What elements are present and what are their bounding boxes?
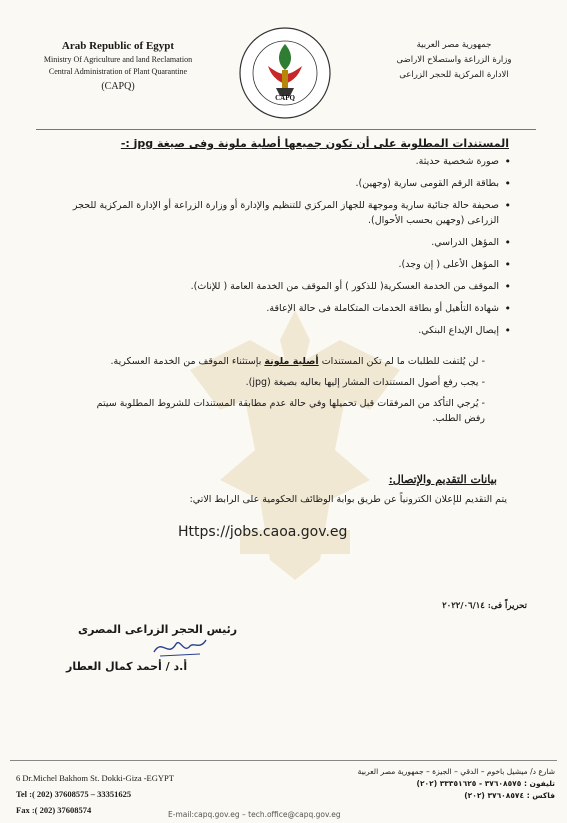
fax-en: Fax :( 202) 37608574 xyxy=(16,805,92,815)
apply-contact-heading: بيانات التقديم والإتصال: xyxy=(388,473,497,486)
list-item: • المؤهل الأعلى ( إن وجد). xyxy=(71,257,511,272)
list-item: • المؤهل الدراسي. xyxy=(71,235,511,250)
country-name-en: Arab Republic of Egypt xyxy=(61,40,175,52)
country-name-ar: جمهورية مصر العربية xyxy=(416,40,492,50)
note-text: بإستثناء الموقف من الخدمة العسكرية. xyxy=(110,356,265,367)
note-original-colored xyxy=(85,354,485,369)
address-en: 6 Dr.Michel Bakhom St. Dokki-Giza -EGYPT xyxy=(16,773,174,783)
list-item: • بطاقة الرقم القومى سارية (وجهين). xyxy=(71,176,511,191)
application-link[interactable]: Https://jobs.caoa.gov.eg xyxy=(178,524,348,540)
note-text: - يجب رفع أصول المستندات المشار إليها بعاليه بصيغة (jpg). xyxy=(245,377,485,388)
logo-acronym: CAPQ xyxy=(275,94,295,102)
requirements-heading: المستندات المطلوبة على أن تكون جميعها أصلية ملونة وفى صيغة jpg :- xyxy=(120,137,509,150)
ministry-name-ar: وزارة الزراعة واستصلاح الاراضى xyxy=(396,55,512,65)
footer-email[interactable]: E-mail:capq.gov.eg – tech.office@capq.gov.eg xyxy=(168,810,341,819)
note-text: - يُرجي التأكد من المرفقات قبل تحميلها وفي حالة عدم مطابقة المستندات للشروط المطلوبة سيتم رفض الطلب. xyxy=(96,398,485,424)
requirements-list xyxy=(71,154,511,345)
signatory-title: رئيس الحجر الزراعى المصرى xyxy=(78,623,238,636)
issue-date: تحريراً فى: ٢٠٢٢/٠٦/١٤ xyxy=(442,601,527,611)
list-item: • الموقف من الخدمة العسكرية( للذكور ) أو الموقف من الخدمة العامة ( للإناث). xyxy=(71,279,511,294)
notes-section xyxy=(85,354,485,432)
acronym-en: (CAPQ) xyxy=(101,81,135,92)
footer-divider xyxy=(10,760,557,761)
footer-english xyxy=(16,770,174,818)
telephone-en: Tel :( 202) 37608575 – 33351625 xyxy=(16,789,132,799)
header-english xyxy=(18,40,218,92)
footer-arabic xyxy=(358,766,555,802)
header-arabic xyxy=(359,40,549,85)
note-emphasis: أصلية ملونة xyxy=(264,356,319,367)
note-jpg-format xyxy=(85,375,485,390)
address-ar: شارع د/ ميشيل باخوم – الدقي – الجيزة – جمهورية مصر العربية xyxy=(357,767,555,776)
list-item: • شهادة التأهيل أو بطاقة الخدمات المتكاملة فى حالة الإعاقة. xyxy=(71,301,511,316)
list-item: • صورة شخصية حديثة. xyxy=(71,154,511,169)
apply-instructions: يتم التقديم للإعلان الكترونياً عن طريق بوابة الوظائف الحكومية على الرابط الاتي: xyxy=(189,494,507,505)
header-divider xyxy=(36,129,536,130)
handwritten-signature-icon xyxy=(150,632,210,662)
fax-ar: فاكس : ٣٧٦٠٨٥٧٤ (٢٠٢) xyxy=(464,791,555,800)
administration-name-en: Central Administration of Plant Quarantine xyxy=(48,67,188,76)
note-text: - لن يُلتفت للطلبات ما لم تكن المستندات xyxy=(318,356,485,367)
list-item: • إيصال الإيداع البنكي. xyxy=(71,323,511,338)
telephone-ar: تليفون : ٣٧٦٠٨٥٧٥ - ٣٣٣٥١٦٢٥ (٢٠٢) xyxy=(416,779,555,788)
capq-seal-icon xyxy=(238,26,332,120)
ministry-name-en: Ministry Of Agriculture and land Reclamation xyxy=(43,55,193,64)
signatory-name: أ.د / أحمد كمال العطار xyxy=(66,660,188,673)
administration-name-ar: الادارة المركزية للحجر الزراعى xyxy=(399,70,509,80)
note-verify-attachments xyxy=(85,396,485,426)
list-item: • صحيفة حالة جنائية سارية وموجهة للجهاز المركزي للتنظيم والإدارة أو وزارة الزراعة أو الإدارة المركزية للحجر الزراعى (وجهين بحسب الأحوال). xyxy=(71,198,511,228)
